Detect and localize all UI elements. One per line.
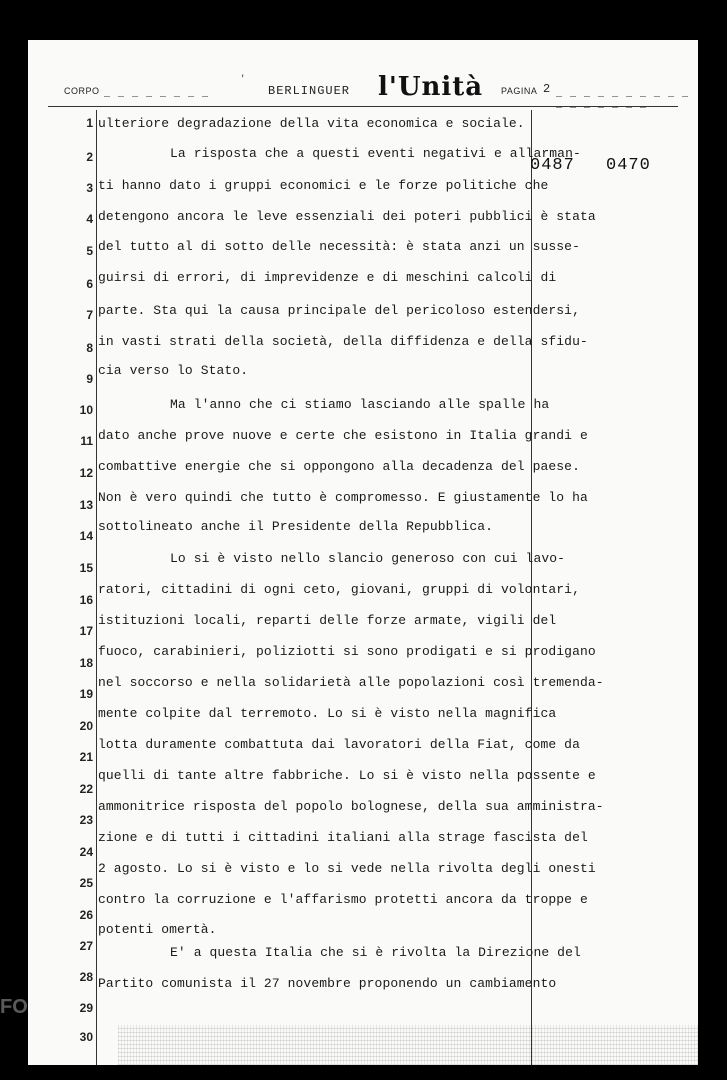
line-number: 14 [79,529,93,543]
line-number: 21 [79,750,93,764]
left-margin-rule [96,110,97,1065]
text-line: istituzioni locali, reparti delle forze armate, vigili del [98,613,557,628]
text-line: parte. Sta qui la causa principale del pericoloso estendersi, [98,303,580,318]
text-line: nel soccorso e nella solidarietà alle popolazioni così tremenda- [98,675,604,690]
text-line: La risposta che a questi eventi negativi e allarman- [170,146,581,161]
line-number: 22 [79,782,93,796]
line-number: 20 [79,719,93,733]
newspaper-logo: l'Unità [378,72,484,102]
text-line: in vasti strati della società, della diffidenza e della sfidu- [98,334,588,349]
header-rule [48,106,678,107]
text-line: ti hanno dato i gruppi economici e le forze politiche che [98,178,549,193]
line-number: 2 [86,150,93,164]
text-line: ammonitrice risposta del popolo bolognese, della sua amministra- [98,799,604,814]
line-number: 24 [79,845,93,859]
text-line: sottolineato anche il Presidente della Repubblica. [98,519,494,534]
text-line: 2 agosto. Lo si è visto e lo si vede nella rivolta degli onesti [98,861,596,876]
text-line: detengono ancora le leve essenziali dei poteri pubblici è stata [98,209,596,224]
line-number: 23 [79,813,93,827]
header-tick-mark: ' [240,74,246,84]
pagina-fill-line: _ _ _ _ _ _ _ _ _ _ _ _ _ _ _ _ _ [556,89,690,111]
archive-code-2: 0470 [606,156,651,175]
line-number: 29 [79,1001,93,1015]
line-number: 1 [86,116,93,130]
corpo-fill-line: _ _ _ _ _ _ _ _ [104,89,210,100]
line-number: 10 [79,403,93,417]
pagina-value: 2 [543,82,551,96]
text-line: guirsi di errori, di imprevidenze e di meschini calcoli di [98,270,557,285]
text-line: Ma l'anno che ci stiamo lasciando alle spalle ha [170,397,550,412]
text-line: fuoco, carabinieri, poliziotti si sono prodigati e si prodigano [98,644,596,659]
text-line: potenti omertà. [98,922,217,937]
line-number: 3 [86,181,93,195]
document-page [28,40,698,1065]
text-line: E' a questa Italia che si è rivolta la Direzione del [170,945,581,960]
line-number: 13 [79,498,93,512]
text-line: del tutto al di sotto delle necessità: è stata anzi un susse- [98,239,580,254]
author-name: BERLINGUER [268,84,351,98]
line-number: 4 [86,212,93,226]
text-line: dato anche prove nuove e certe che esistono in Italia grandi e [98,428,588,443]
line-number: 15 [79,561,93,575]
text-line: Lo si è visto nello slancio generoso con cui lavo- [170,551,566,566]
text-line: mente colpite dal terremoto. Lo si è visto nella magnifica [98,706,557,721]
line-number: 25 [79,876,93,890]
line-number: 17 [79,624,93,638]
line-number: 5 [86,244,93,258]
text-line: cia verso lo Stato. [98,363,249,378]
text-line: zione e di tutti i cittadini italiani alla strage fascista del [98,830,588,845]
line-number: 8 [86,341,93,355]
line-number: 28 [79,970,93,984]
text-line: combattive energie che si oppongono alla decadenza del paese. [98,459,580,474]
text-line: contro la corruzione e l'affarismo protetti ancora da troppe e [98,892,588,907]
line-number: 12 [79,466,93,480]
line-number: 30 [79,1030,93,1044]
line-number: 11 [80,434,93,448]
text-line: Non è vero quindi che tutto è compromesso. E giustamente lo ha [98,490,588,505]
pagina-label: PAGINA [501,86,538,96]
text-line: ratori, cittadini di ogni ceto, giovani, gruppi di volontari, [98,582,580,597]
line-number: 26 [79,908,93,922]
text-line: quelli di tante altre fabbriche. Lo si è visto nella possente e [98,768,596,783]
corpo-label: CORPO [64,86,100,96]
line-number: 6 [86,277,93,291]
scan-noise [118,1025,698,1065]
watermark: FO [0,996,28,1018]
line-number: 7 [86,308,93,322]
line-number: 27 [79,939,93,953]
archive-code-1: 0487 [530,156,575,175]
line-number: 18 [79,656,93,670]
line-number: 9 [86,372,93,386]
text-line: Partito comunista il 27 novembre proponendo un cambiamento [98,976,557,991]
text-line: ulteriore degradazione della vita economica e sociale. [98,116,525,131]
line-number: 16 [79,593,93,607]
line-number: 19 [79,687,93,701]
text-line: lotta duramente combattuta dai lavoratori della Fiat, come da [98,737,580,752]
